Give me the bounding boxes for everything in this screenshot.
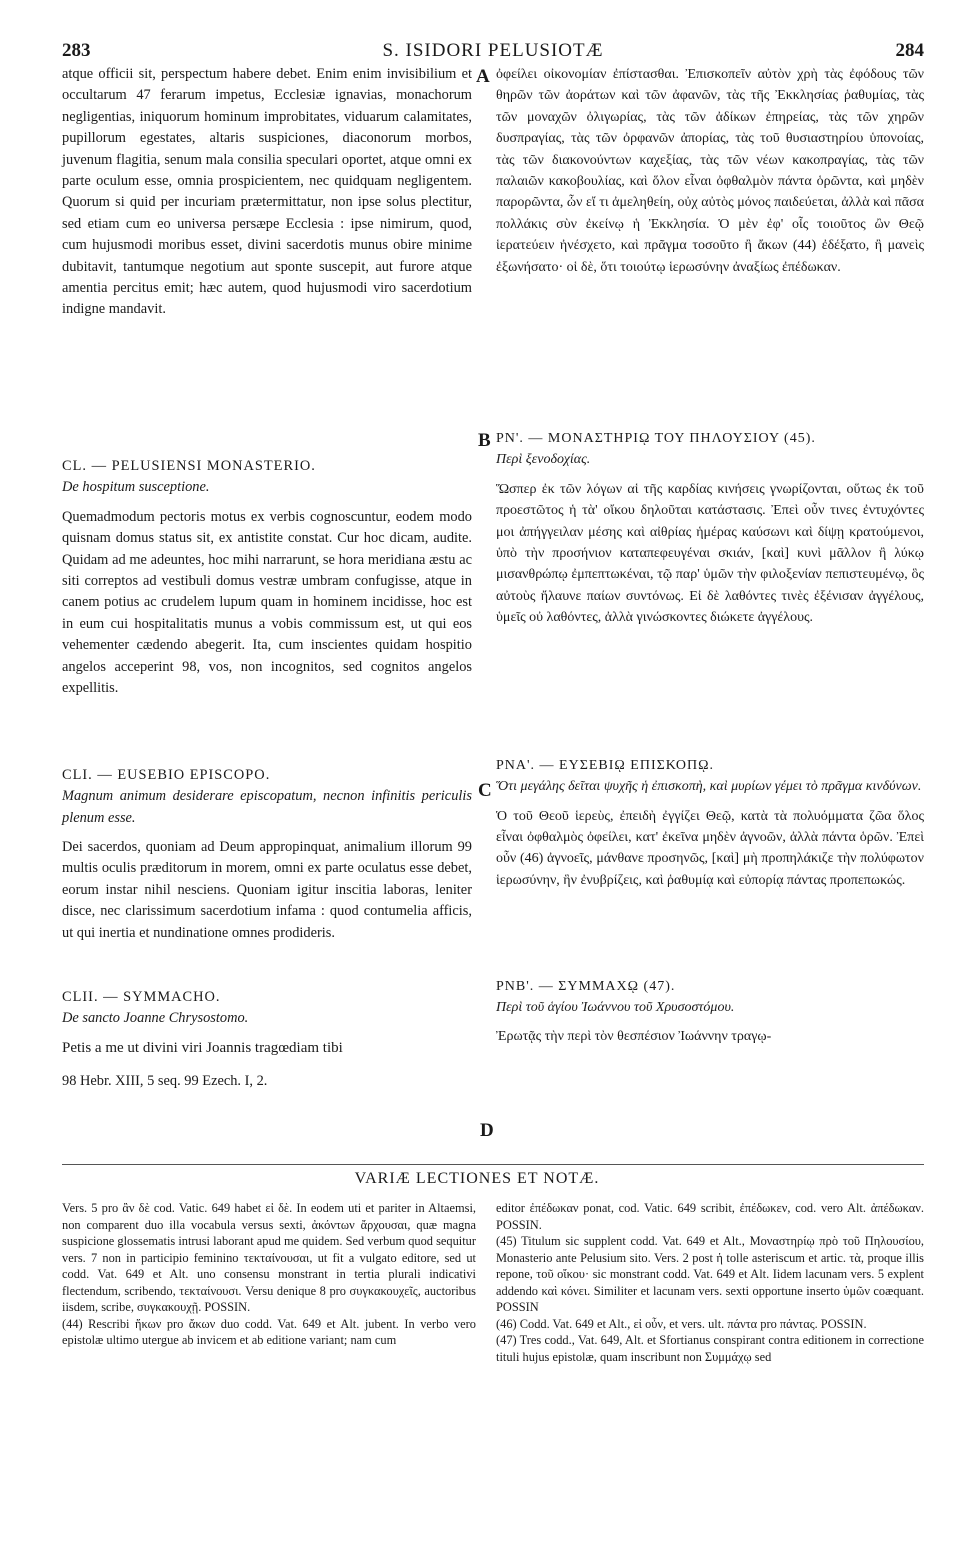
- greek-section-151-subtitle: Ὅτι μεγάλης δεῖται ψυχῆς ἡ ἐπισκοπὴ, καὶ μυρίων γέμει τὸ πρᾶγμα κινδύνων.: [496, 779, 922, 795]
- variae-left-text: Vers. 5 pro ἂν δὲ cod. Vatic. 649 habet εἰ δὲ. In eodem uti et pariter in Altaemsi, non comparent duo illa vocabula versus sexti, ἀκόντων ἄρχουσαι, quæ magna suspicione glossematis intrusi laborant apud me quidem. Sed verbum quod sequitur vers. 7 non in participio feminino τεκταίνουσαι, ut fit a vulgato editore, sed ut codd. Vat. 649 et Alt. uno consensu monstrant in tertia plurali indicativi flectendum, scribendo, τεκταίνουσι. Versu denique 8 pro συγκακουχεῖς, auctoribus iisdem, scribe, συγκακουχῇ. POSSIN. (44) Rescribi ἥκων pro ἄκων duo codd. Vat. 649 et Alt. jubent. In verbo vero epistolæ ultimo utergue ab invicem et ab editione variant; nam cum: [62, 1201, 476, 1347]
- variae-right-text: editor ἐπέδωκαν ponat, cod. Vatic. 649 scribit, ἐπέδωκεν, cod. vero Alt. ἀπέδωκαν. POSSIN. (45) Titulum sic supplent codd. Vat. 649 et Alt., Μοναστηρίῳ πρὸ τοῦ Πηλουσίου, Monasterio ante Pelusium sito. Vers. 2 post ἡ tolle asteriscum et artic. τὰ, proque illis repone, τοῦ οἴκου· sic monstrant codd. Vat. 649 et Alt. Iidem lacunam vers. 5 explent addendo καὶ κόνει. Similiter et lacunam vers. sexti opportune inserto ὑμῶν coæquant. POSSIN (46) Codd. Vat. 649 et Alt., εἰ οὖν, et vers. ult. πάντα pro πάντας. POSSIN. (47) Tres codd., Vat. 649, Alt. et Sfortianus conspirant contra editionem in correctione tituli hujus epistolæ, quam inscribunt non Συμμάχῳ sed: [496, 1201, 924, 1364]
- greek-column: [496, 64, 924, 1048]
- left-page-number: 283: [62, 40, 91, 61]
- variae-left-column: [62, 1200, 476, 1349]
- greek-section-150-text: Ὥσπερ ἐκ τῶν λόγων αἱ τῆς καρδίας κινήσεις γνωρίζονται, οὕτως ἐκ τοῦ προεστῶτος ἡ τὰ' οἴκου δηλοῦται κατάστασις. Ἐπεὶ οὖν τινες ἐντυχόντες μοι ἀπήγγειλαν μέσης καὶ αἰθρίας ἡμέρας καύσωνι καὶ δίψῃ κρατούμενοι, ὑπὸ τὴν προσήνιον καταπεφευγέναι σκιάν, [καὶ] κυνὶ μᾶλλον ἢ λύκῳ μισανθρώπῳ ἐμπεπτωκέναι, τῷ παρ' ὑμῶν τὴν φιλοξενίαν πεπιστευμένῳ, ὃς αὐτοὺς ἤλαυνε παίων συντόνως. Εἰ δὲ λαθόντες τινὲς ἐξένισαν ἀγγέλους, ὑμεῖς οὐ λαθόντες, ἀλλὰ γινώσκοντες διώκετε ἀγγέλους.: [496, 481, 924, 626]
- variae-right-column: [496, 1200, 924, 1365]
- greek-section-152-title: ΡΝΒ'. — ΣΥΜΜΑΧῼ (47).: [496, 978, 676, 994]
- margin-letter-c: C: [478, 780, 492, 801]
- latin-section-150-title: CL. — PELUSIENSI MONASTERIO.: [62, 458, 316, 474]
- latin-section-152-text: Petis a me ut divini viri Joannis tragœdiam tibi: [62, 1039, 343, 1056]
- greek-section-151-text: Ὁ τοῦ Θεοῦ ἱερεὺς, ἐπειδὴ ἐγγίζει Θεῷ, κατὰ τὰ πολυόμματα ζῶα ὅλος εἶναι ὀφθαλμὸς ὀφείλει, κατ' ἐκεῖνα μηδὲν ἀγνοῶν, ἀλλὰ πάντα ὁρῶν. Ἐπεὶ οὖν (46) ἀγνοεῖς, μάνθανε προσηνῶς, [καὶ] μὴ προπηλάκιζε τὴν πολύφωτον ἱερωσύνην, ἣν ἐνυβρίζεις, καὶ ῥαθυμίᾳ καὶ εὐπορίᾳ πάντας προπεπωκώς.: [496, 808, 924, 888]
- latin-section-151-text: Dei sacerdos, quoniam ad Deum appropinquat, animalium illorum 99 multis oculis præditorum in morem, omni ex parte oculatus esse debet, eorum instar nihil nesciens. Quoniam igitur inscitia laboras, leniter disce, nec clarissimum sacerdotium infama : quod contumelia afficis, ut qui inertia et nundinatione omnes prodideris.: [62, 839, 472, 941]
- greek-opening-text: ὀφείλει οἰκονομίαν ἐπίστασθαι. Ἐπισκοπεῖν αὐτὸν χρὴ τὰς ἐφόδους τῶν θηρῶν τῶν ἀοράτων καὶ τῶν ἀφανῶν, τὰς τῆς Ἐκκλησίας ῥαθυμίας, τὰς τῶν μοναχῶν ὀλιγωρίας, τὰς τῶν ἀδίκων ἐπηρείας, τὰς τῶν χηρῶν δυσπραγίας, τὰς τῶν ὀρφανῶν ἀπορίας, τὰς τοῦ θυσιαστηρίου ὑπονοίας, τὰς τῶν διακονούντων καχεξίας, τὰς τῶν νέων κακοπραγίας, τὰς τῶν παλαιῶν κακοβουλίας, καὶ ὅλον εἶναι ὀφθαλμὸν πάντα ὁρῶντα, καὶ μηδὲν παρορῶντα, ὧν εἴ τι ἀμεληθείη, οὐχ αὐτὸς μόνος παιδεύεται, ἀλλὰ καὶ πᾶσα πολλάκις σὺν ἐκείνῳ ἡ Ἐκκλησία. Ὁ μὲν ἐφ' οἷς τοιοῦτος ὢν Θεῷ ἱερατεύειν ἠνέσχετο, καὶ πρᾶγμα τοσοῦτο ἢ ἄκων (44) ἐδέξατο, ἢ μανεὶς ἐξωνήσατο· οἱ δὲ, ὅτι τοιούτῳ ἱερωσύνην ἀναξίως ἐπέδωκαν.: [496, 67, 924, 275]
- running-title: S. ISIDORI PELUSIOTÆ: [382, 40, 604, 61]
- latin-section-152-subtitle: De sancto Joanne Chrysostomo.: [62, 1010, 249, 1027]
- latin-section-151-subtitle: Magnum animum desiderare episcopatum, necnon infinitis periculis plenum esse.: [62, 788, 472, 826]
- greek-section-150-title: ΡΝ'. — ΜΟΝΑΣΤΗΡΙῼ ΤΟΥ ΠΗΛΟΥΣΙΟΥ (45).: [496, 431, 816, 446]
- footnote-divider: [62, 1164, 924, 1165]
- margin-letter-b: B: [478, 430, 491, 451]
- page-header: [62, 40, 924, 66]
- latin-opening-text: atque officii sit, perspectum habere debet. Enim enim invisibilium et occultarum 47 ferarum impetus, Ecclesiæ ignavias, monachorum negligentias, iniquorum hominum improbitates, viduarum calamitates, pupillorum egestates, altaris suspiciones, diaconorum morbos, juvenum flagitia, senum mala consilia speculari oportet, atque omni ex parte oculum esse, omnia prospicientem, nec quidquam negligentem. Quorum si quid per incuriam prætermittatur, non ipse solus plectitur, sed etiam cum eo universa persæpe Ecclesia : ipse nimirum, quod, cum hujusmodi moribus esset, divini sacerdotis munus obire minime dubitavit, tantumque negotium aut sponte suscepit, aut furore atque amentia percitus emit; hæc autem, quod hujusmodi viro sacerdotium indigne mandavit.: [62, 66, 472, 318]
- latin-section-150-text: Quemadmodum pectoris motus ex verbis cognoscuntur, eodem modo quisnam domus status sit, ex antistite constat. Cur hoc dicam, audite. Quidam ad me adeuntes, hoc mihi narrarunt, se hora meridiana æstu ac siti correptos ad vestibuli domus vestræ umbram confugisse, atque in canem potius ac crudelem lupum quam in hominem incidisse, hoc est in eum cui hospitalitatis munus a vobis commissum est, ut qui eos vehementer cædendo abegerit. Ita, cum inscientes quidam hospitio angelos acceperint 98, vos, non incognitos, sed cognitos angelos expellitis.: [62, 508, 472, 697]
- greek-section-150-subtitle: Περὶ ξενοδοχίας.: [496, 452, 591, 468]
- footnotes: 98 Hebr. XIII, 5 seq. 99 Ezech. I, 2.: [62, 1073, 268, 1090]
- latin-section-151-title: CLI. — EUSEBIO EPISCOPO.: [62, 766, 271, 783]
- variae-lectiones-title: VARIÆ LECTIONES ET NOTÆ.: [354, 1170, 600, 1187]
- margin-letter-a: A: [476, 66, 490, 87]
- latin-column: [62, 64, 472, 1093]
- greek-section-152-text: Ἐρωτᾷς τὴν περὶ τὸν θεσπέσιον Ἰωάννην τραγῳ-: [496, 1029, 772, 1045]
- greek-section-151-title: ΡΝΑ'. — ΕΥΣΕΒΙῼ ΕΠΙΣΚΟΠῼ.: [496, 757, 715, 773]
- latin-section-150-subtitle: De hospitum susceptione.: [62, 479, 210, 496]
- greek-section-152-subtitle: Περὶ τοῦ ἁγίου Ἰωάννου τοῦ Χρυσοστόμου.: [496, 1000, 735, 1016]
- margin-letter-d: D: [480, 1120, 494, 1141]
- latin-section-152-title: CLII. — SYMMACHO.: [62, 989, 221, 1006]
- right-page-number: 284: [895, 40, 924, 61]
